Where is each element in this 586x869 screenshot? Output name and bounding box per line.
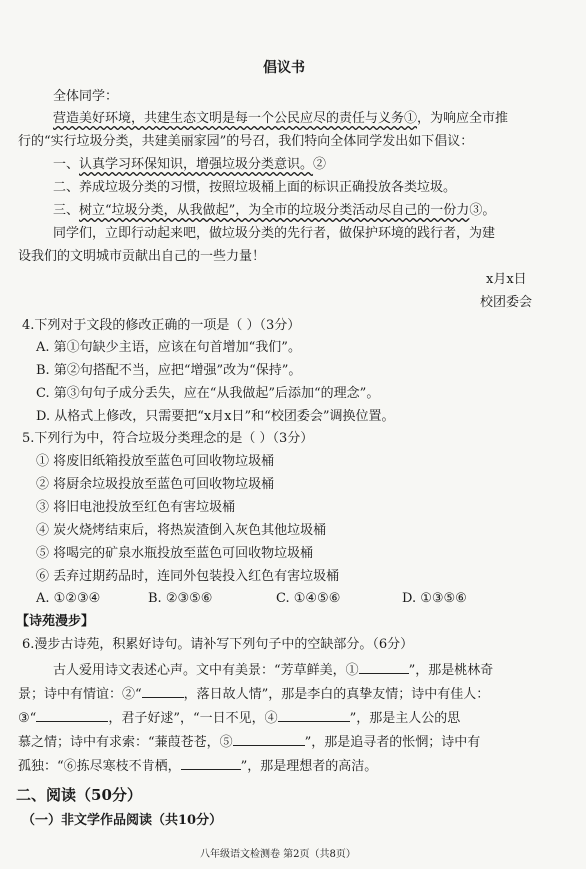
- proposal-title: 倡议书: [263, 60, 305, 76]
- question-4: 4.下列对于文段的修改正确的一项是（ ）（3分）: [22, 318, 301, 333]
- blank-1[interactable]: [359, 661, 409, 674]
- blank-5[interactable]: [233, 733, 305, 746]
- sentence-1: 营造美好环境，共建生态文明是每一个公民应尽的责任与义务①: [53, 111, 418, 126]
- question-6: 6.漫步古诗苑，积累好诗句。请补写下列句子中的空缺部分。（6分）: [22, 637, 414, 652]
- blank-6[interactable]: [181, 757, 241, 770]
- question-5: 5.下列行为中，符合垃圾分类理念的是（ ）（3分）: [22, 431, 314, 446]
- sentence-3: 树立“垃圾分类，从我做起”，为全市的垃圾分类活动尽自己的一份力: [79, 203, 470, 218]
- item-1: 一、认真学习环保知识，增强垃圾分类意识。②: [53, 157, 327, 172]
- blank-4[interactable]: [278, 709, 350, 722]
- q5-choice-b: B. ②③⑤⑥: [148, 591, 213, 606]
- para1-line2: 行的“实行垃圾分类，共建美丽家园”的号召，我们特向全体同学发出如下倡议：: [18, 134, 474, 149]
- sentence-2: 认真学习环保知识，增强垃圾分类意识。: [79, 157, 314, 172]
- para-closing-line2: 设我们的文明城市贡献出自己的一些力量！: [18, 249, 266, 264]
- para-closing-line1: 同学们，立即行动起来吧，做垃圾分类的先行者，做保护环境的践行者，为建: [53, 226, 496, 241]
- q4-option-a: A. 第①句缺少主语，应该在句首增加“我们”。: [36, 340, 301, 355]
- signature: 校团委会: [480, 295, 533, 310]
- q5-choice-d: D. ①③⑤⑥: [402, 591, 467, 606]
- q4-option-c: C. 第③句句子成分丢失，应在“从我做起”后添加“的理念”。: [36, 386, 380, 401]
- item-3: 三、树立“垃圾分类，从我做起”，为全市的垃圾分类活动尽自己的一份力③。: [53, 203, 496, 218]
- q5-choice-c: C. ①④⑤⑥: [276, 591, 341, 606]
- q5-item-5: ⑤ 将喝完的矿泉水瓶投放至蓝色可回收物垃圾桶: [36, 546, 314, 561]
- page-footer: 八年级语文检测卷 第2页（共8页）: [200, 849, 356, 860]
- q6-line2: 景；诗中有情谊：②“ ，落日故人情”，那是李白的真挚友情；诗中有佳人：: [18, 687, 490, 702]
- q6-line3: ③“ ，君子好逑”，“一日不见，④ ”，那是主人公的思: [18, 711, 461, 726]
- blank-3[interactable]: [36, 709, 108, 722]
- q6-line1: 古人爱用诗文表述心声。文中有美景：“芳草鲜美，① ”，那是桃林奇: [53, 663, 494, 678]
- date: x月x日: [486, 272, 527, 287]
- q5-item-4: ④ 炭火烧烤结束后，将热炭渣倒入灰色其他垃圾桶: [36, 523, 327, 538]
- q5-choice-a: A. ①②③④: [36, 591, 101, 606]
- para1-line1: 营造美好环境，共建生态文明是每一个公民应尽的责任与义务①，为响应全市推: [53, 111, 509, 126]
- q5-item-1: ① 将废旧纸箱投放至蓝色可回收物垃圾桶: [36, 454, 275, 469]
- q6-line5: 孤独：“⑥拣尽寒枝不肯栖， ”，那是理想者的高洁。: [18, 759, 378, 774]
- q6-line4: 慕之情；诗中有求索：“蒹葭苍苍，⑤ ”，那是追寻者的怅惘；诗中有: [18, 735, 481, 750]
- q4-option-b: B. 第②句搭配不当，应把“增强”改为“保持”。: [36, 363, 302, 378]
- blank-2[interactable]: [142, 685, 184, 698]
- section-heading-reading: 二、阅读（50分）: [16, 786, 142, 804]
- q5-item-3: ③ 将旧电池投放至红色有害垃圾桶: [36, 500, 236, 515]
- subsection-heading: （一）非文学作品阅读（共10分）: [22, 813, 223, 828]
- q5-item-2: ② 将厨余垃圾投放至蓝色可回收物垃圾桶: [36, 477, 275, 492]
- item-2: 二、养成垃圾分类的习惯，按照垃圾桶上面的标识正确投放各类垃圾。: [53, 180, 457, 195]
- q4-option-d: D. 从格式上修改，只需要把“x月x日”和“校团委会”调换位置。: [36, 409, 395, 424]
- section-heading-poetry: 【诗苑漫步】: [16, 614, 95, 629]
- salutation: 全体同学：: [53, 89, 119, 104]
- q5-item-6: ⑥ 丢弃过期药品时，连同外包装投入红色有害垃圾桶: [36, 569, 340, 584]
